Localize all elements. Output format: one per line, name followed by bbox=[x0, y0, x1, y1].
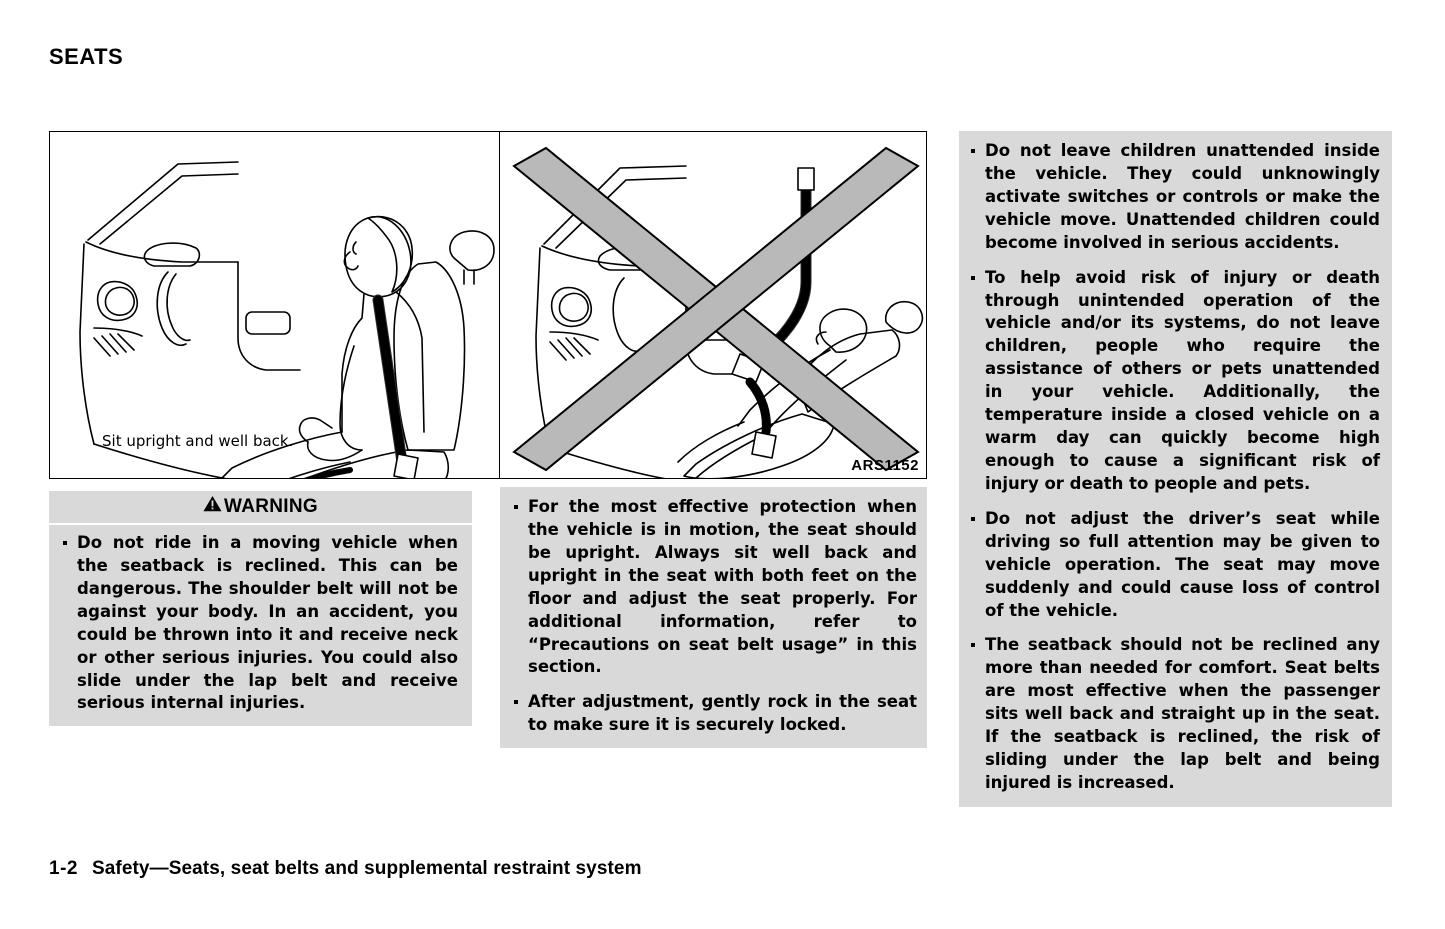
list-item: Do not adjust the driver’s seat while driving so full attention may be given to vehicle operation. The seat may move suddenly and could cause loss of control of the vehicle. bbox=[967, 508, 1380, 623]
figure-code: ARS1152 bbox=[851, 457, 919, 474]
list-item: Do not ride in a moving vehicle when the seatback is reclined. This can be dangerous. The shoulder belt will not be against your body. In an accident, you could be thrown into it and receive neck or other serious injuries. You could also slide under the lap belt and receive serious internal injuries. bbox=[59, 532, 458, 715]
list-item: To help avoid risk of injury or death through unintended operation of the vehicle and/or its systems, do not leave children, people who require the assistance of others or pets unattended in your vehicle. Additionally, the temperature inside a closed vehicle on a warm day can quickly become high enough to cause a significant risk of injury or death to people and pets. bbox=[967, 267, 1380, 496]
warning-triangle-icon bbox=[203, 495, 222, 518]
figure-caption: Sit upright and well back. bbox=[102, 432, 294, 450]
list-item: After adjustment, gently rock in the seat to make sure it is securely locked. bbox=[510, 691, 917, 737]
middle-bullet-list bbox=[510, 496, 917, 737]
occupant-seated-upright-illustration bbox=[50, 132, 499, 478]
warning-body bbox=[49, 525, 472, 726]
occupant-reclined-crossed-out-illustration bbox=[500, 132, 927, 478]
figure-panel bbox=[49, 131, 927, 479]
warning-bullet-list bbox=[59, 532, 458, 715]
right-warning-block bbox=[959, 131, 1392, 807]
middle-note-block bbox=[500, 487, 927, 748]
list-item: For the most effective protection when the vehicle is in motion, the seat should be upright. Always sit well back and upright in the seat with both feet on the floor and adjust the seat properly. For additional information, refer to “Precautions on seat belt usage” in this section. bbox=[510, 496, 917, 679]
warning-block bbox=[49, 491, 472, 726]
page-footer bbox=[49, 858, 642, 880]
footer-title: Safety—Seats, seat belts and supplemental restraint system bbox=[91, 858, 642, 879]
warning-label: WARNING bbox=[224, 495, 318, 517]
warning-header bbox=[49, 491, 472, 525]
right-bullet-list bbox=[967, 140, 1380, 795]
page-number: 1-2 bbox=[49, 858, 78, 879]
page-title: SEATS bbox=[49, 44, 124, 69]
list-item: Do not leave children unattended inside the vehicle. They could unknowingly activate switches or controls or make the vehicle move. Unattended children could become involved in serious accidents. bbox=[967, 140, 1380, 255]
list-item: The seatback should not be reclined any more than needed for comfort. Seat belts are most effective when the passenger sits well back and straight up in the seat. If the seatback is reclined, the risk of sliding under the lap belt and being injured is increased. bbox=[967, 634, 1380, 794]
